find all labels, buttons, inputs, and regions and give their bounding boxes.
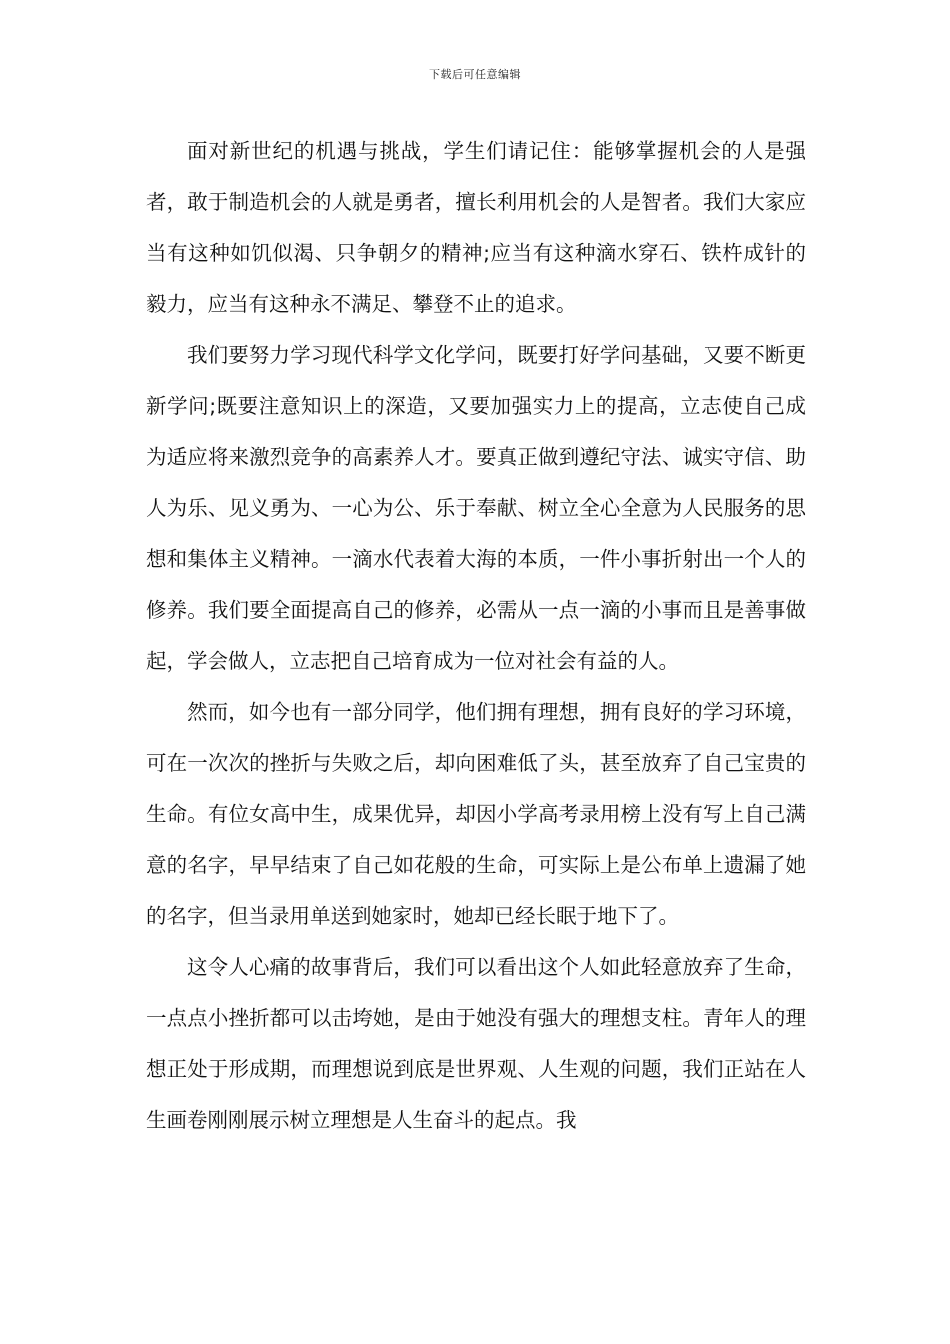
paragraph: 然而，如今也有一部分同学，他们拥有理想，拥有良好的学习环境，可在一次次的挫折与失败之后，却向困难低了头，甚至放弃了自己宝贵的生命。有位女高中生，成果优异，却因小学高考录用榜上没有写上自己满意的名字，早早结束了自己如花般的生命，可实际上是公布单上遗漏了她的名字，但当录用单送到她家时，她却已经长眠于地下了。 xyxy=(146,700,806,928)
document-body xyxy=(146,126,806,1146)
paragraph: 面对新世纪的机遇与挑战，学生们请记住：能够掌握机会的人是强者，敢于制造机会的人就是勇者，擅长利用机会的人是智者。我们大家应当有这种如饥似渴、只争朝夕的精神;应当有这种滴水穿石、铁杵成针的毅力，应当有这种永不满足、攀登不止的追求。 xyxy=(146,139,806,316)
paragraph: 这令人心痛的故事背后，我们可以看出这个人如此轻意放弃了生命，一点点小挫折都可以击垮她，是由于她没有强大的理想支柱。青年人的理想正处于形成期，而理想说到底是世界观、人生观的问题，我们正站在人生画卷刚刚展示树立理想是人生奋斗的起点。我 xyxy=(146,955,806,1132)
paragraph: 我们要努力学习现代科学文化学问，既要打好学问基础，又要不断更新学问;既要注意知识上的深造，又要加强实力上的提高，立志使自己成为适应将来激烈竞争的高素养人才。要真正做到遵纪守法、诚实守信、助人为乐、见义勇为、一心为公、乐于奉献、树立全心全意为人民服务的思想和集体主义精神。一滴水代表着大海的本质，一件小事折射出一个人的修养。我们要全面提高自己的修养，必需从一点一滴的小事而且是善事做起，学会做人，立志把自己培育成为一位对社会有益的人。 xyxy=(146,343,806,673)
page-header: 下载后可任意编辑 xyxy=(429,68,521,81)
